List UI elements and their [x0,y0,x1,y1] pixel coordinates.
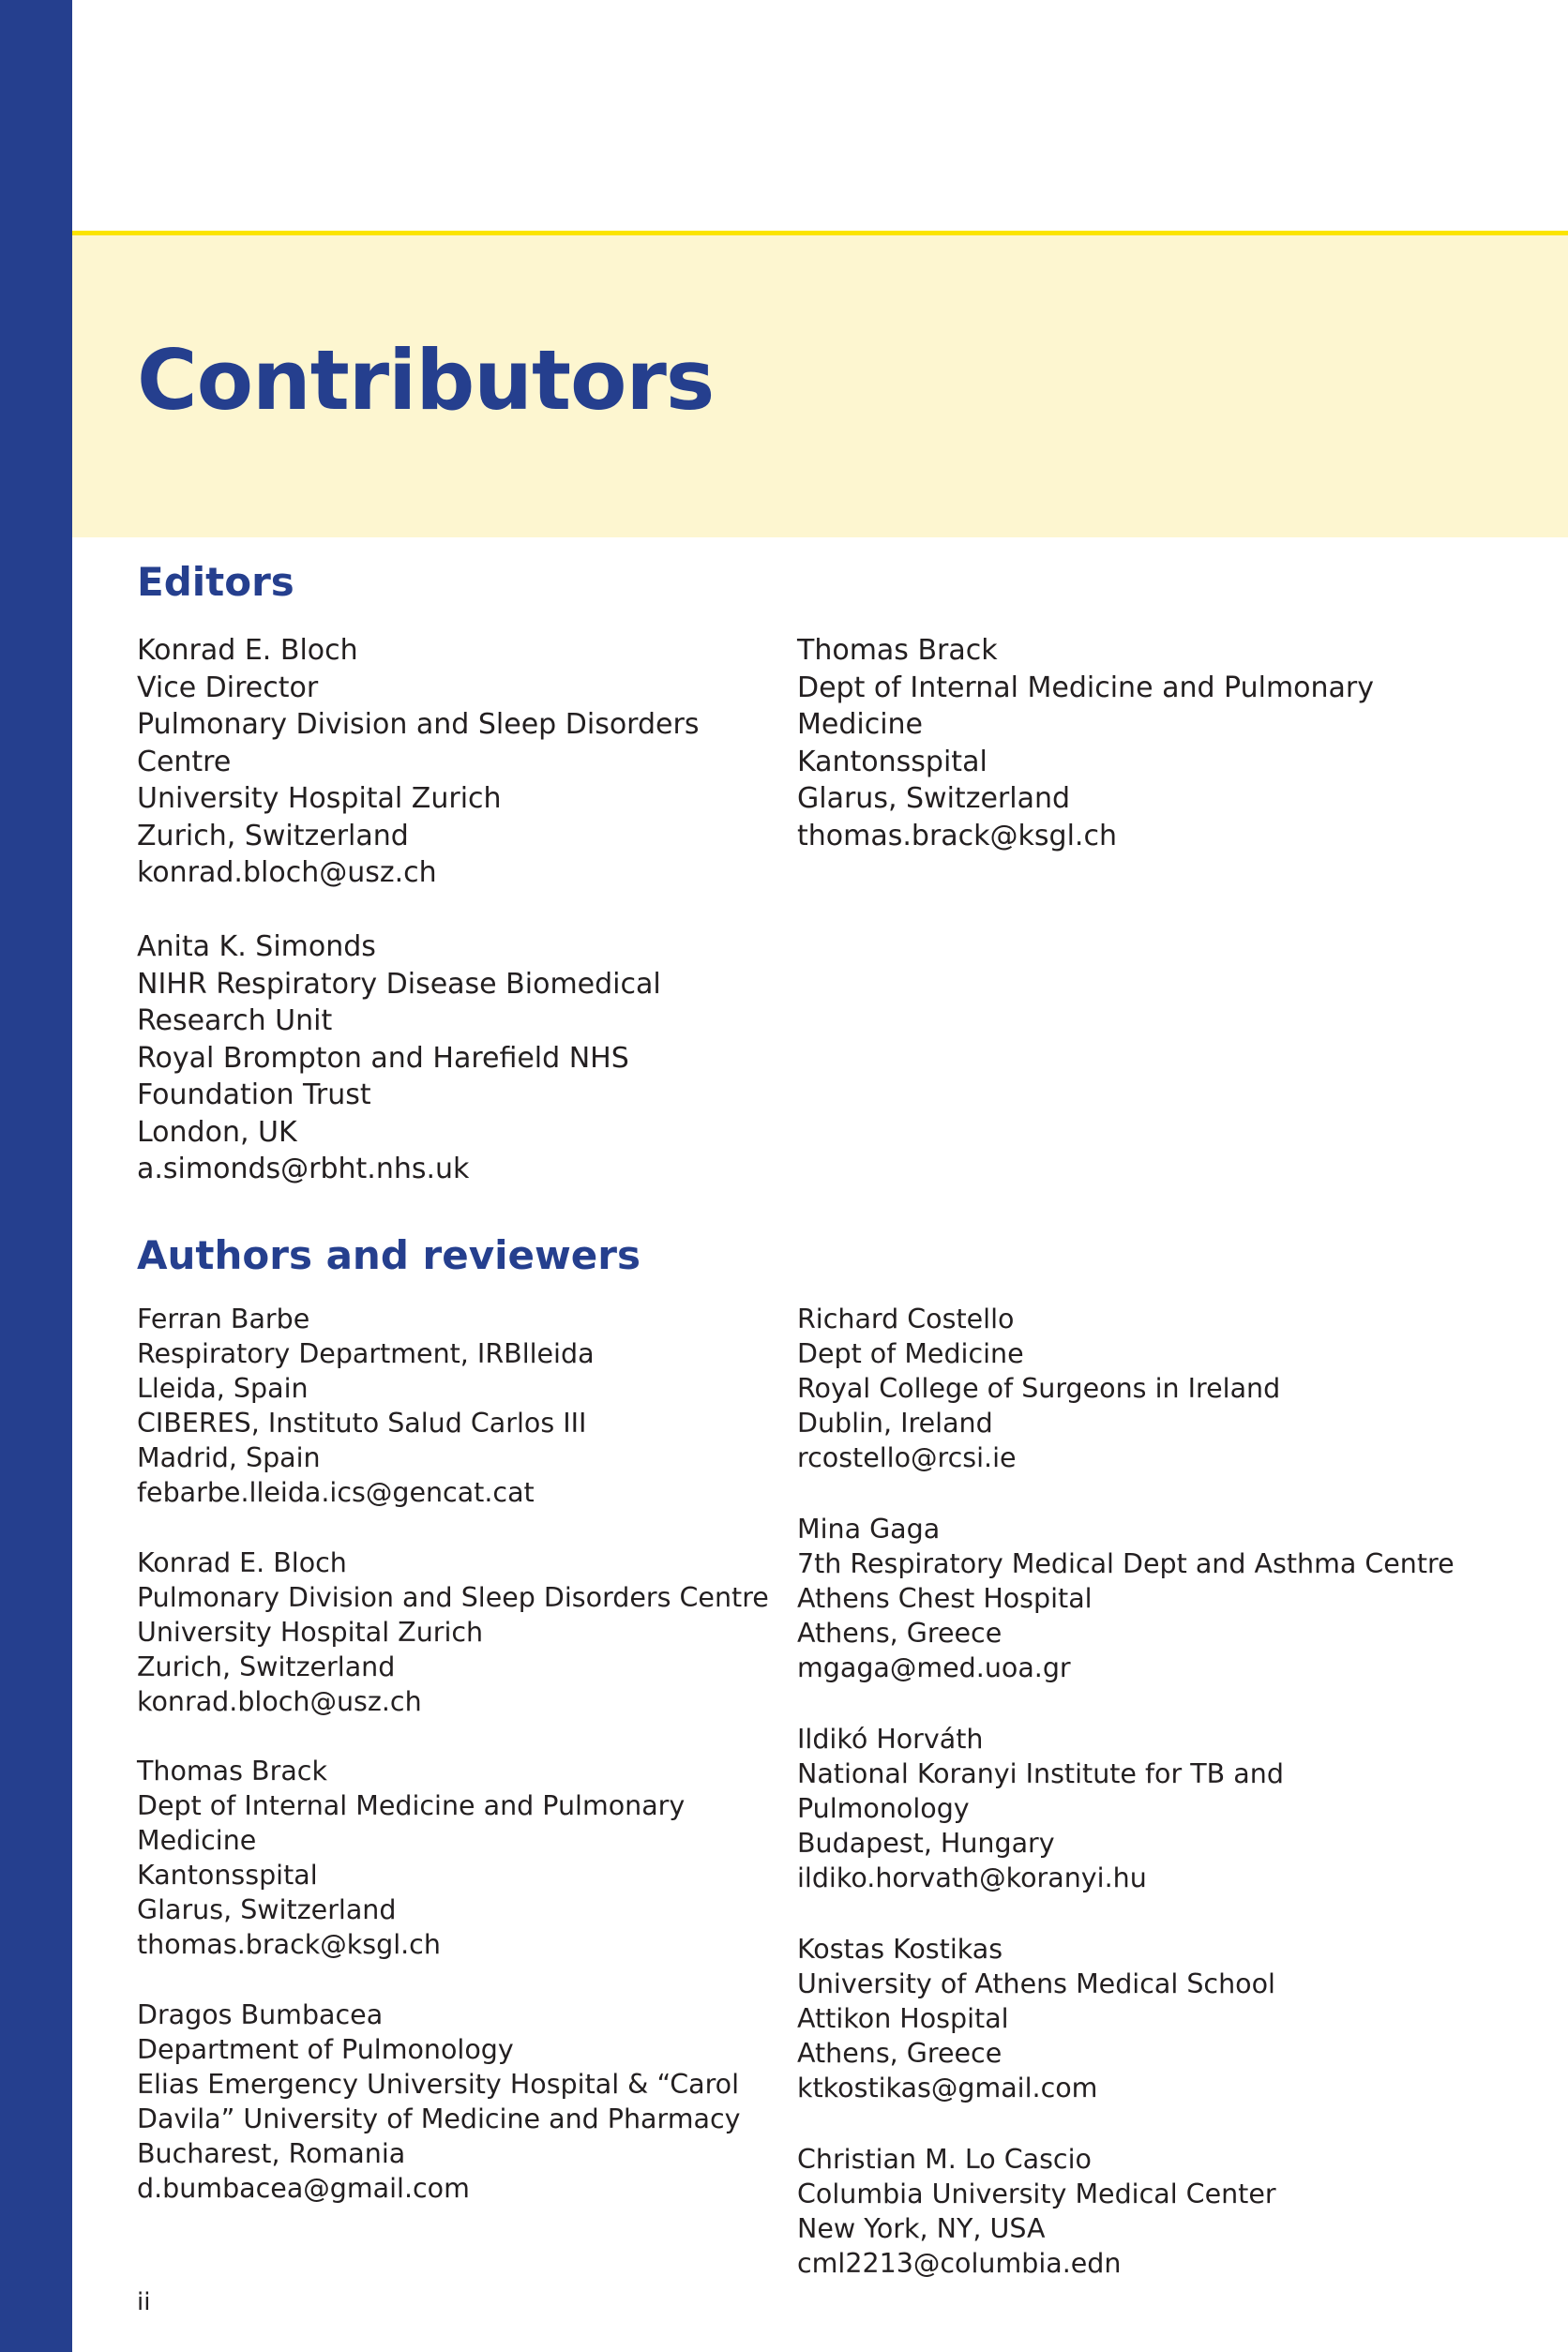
entry-line: Glarus, Switzerland [137,1894,397,1925]
entry-line: Zurich, Switzerland [137,1651,396,1682]
entry-line: Vice Director [137,671,319,704]
entry-line: Glarus, Switzerland [797,782,1071,815]
email-text: konrad.bloch@usz.ch [137,856,437,889]
entry-line: Bucharest, Romania [137,2138,406,2169]
entry-line: Attikon Hospital [797,2003,1009,2034]
entry-line: Research Unit [137,1004,333,1037]
entry-line: New York, NY, USA [797,2213,1046,2244]
contributor-name: Christian M. Lo Cascio [797,2144,1092,2175]
page-title: Contributors [137,332,715,429]
entry-line: NIHR Respiratory Disease Biomedical [137,967,661,1001]
entry-line: Dept of Internal Medicine and Pulmonary [797,671,1375,704]
author-entry [137,1302,595,1510]
contributor-name: Anita K. Simonds [137,930,376,963]
entry-line: Columbia University Medical Center [797,2179,1276,2209]
entry-line: Medicine [797,708,924,741]
entry-line: Pulmonology [797,1793,970,1824]
entry-line: Dublin, Ireland [797,1408,993,1439]
entry-line: Athens, Greece [797,2038,1003,2069]
author-entry [797,1722,1284,1895]
entry-line: Centre [137,745,232,778]
author-entry [137,1998,741,2206]
editor-entry [137,632,699,892]
editor-entry [797,632,1374,854]
author-entry [797,2142,1276,2281]
entry-line: Department of Pulmonology [137,2034,514,2065]
entry-line: Davila” University of Medicine and Pharmacy [137,2103,741,2134]
entry-line: Foundation Trust [137,1078,371,1111]
entry-line: Budapest, Hungary [797,1828,1055,1859]
entry-line: London, UK [137,1115,297,1149]
entry-line: Royal Brompton and Harefield NHS [137,1041,629,1075]
contributor-name: Konrad E. Bloch [137,1547,347,1578]
page-number: ii [137,2288,151,2316]
entry-line: Pulmonary Division and Sleep Disorders Centre [137,1582,769,1613]
email-text: a.simonds@rbht.nhs.uk [137,1153,470,1185]
left-color-bar [0,0,72,2352]
email-text: ildiko.horvath@koranyi.hu [797,1862,1147,1893]
entry-line: CIBERES, Instituto Salud Carlos III [137,1408,587,1439]
entry-line: University of Athens Medical School [797,1968,1275,1999]
contributor-name: Thomas Brack [797,634,998,667]
contributor-name: Ildikó Horváth [797,1724,984,1755]
entry-line: Dept of Internal Medicine and Pulmonary [137,1790,686,1821]
entry-line: Medicine [137,1825,257,1856]
contributor-name: Kostas Kostikas [797,1934,1003,1965]
entry-line: 7th Respiratory Medical Dept and Asthma Centre [797,1548,1455,1579]
author-entry [797,1512,1455,1685]
author-entry [797,1302,1280,1475]
entry-line: Elias Emergency University Hospital & “Carol [137,2069,740,2100]
author-entry [137,1545,769,1719]
authors-heading: Authors and reviewers [137,1232,641,1278]
entry-line: Athens Chest Hospital [797,1583,1093,1614]
editor-entry [137,928,661,1188]
entry-line: Kantonsspital [797,745,988,778]
email-text: thomas.brack@ksgl.ch [797,819,1117,852]
contributor-name: Ferran Barbe [137,1304,310,1334]
contributor-name: Thomas Brack [137,1756,327,1787]
entry-line: Pulmonary Division and Sleep Disorders [137,708,700,741]
entry-line: Royal College of Surgeons in Ireland [797,1373,1281,1404]
entry-line: University Hospital Zurich [137,782,502,815]
entry-line: Athens, Greece [797,1618,1003,1649]
entry-line: Lleida, Spain [137,1373,309,1404]
email-text: febarbe.lleida.ics@gencat.cat [137,1477,535,1508]
contributor-name: Dragos Bumbacea [137,1999,384,2030]
email-text: konrad.bloch@usz.ch [137,1686,422,1717]
contributor-name: Mina Gaga [797,1514,941,1545]
entry-line: Madrid, Spain [137,1442,321,1473]
email-text: thomas.brack@ksgl.ch [137,1929,441,1960]
entry-line: University Hospital Zurich [137,1617,484,1648]
entry-line: Respiratory Department, IRBlleida [137,1338,595,1369]
author-entry [797,1932,1275,2105]
email-text: ktkostikas@gmail.com [797,2073,1098,2103]
email-text: mgaga@med.uoa.gr [797,1652,1071,1683]
author-entry [137,1754,685,1962]
email-text: rcostello@rcsi.ie [797,1442,1017,1473]
email-text: d.bumbacea@gmail.com [137,2173,470,2204]
entry-line: Kantonsspital [137,1860,318,1891]
editors-heading: Editors [137,559,294,605]
contributor-name: Konrad E. Bloch [137,634,358,667]
email-text: cml2213@columbia.edn [797,2248,1122,2279]
entry-line: Dept of Medicine [797,1338,1024,1369]
entry-line: National Koranyi Institute for TB and [797,1758,1284,1789]
entry-line: Zurich, Switzerland [137,819,409,852]
contributor-name: Richard Costello [797,1304,1015,1334]
